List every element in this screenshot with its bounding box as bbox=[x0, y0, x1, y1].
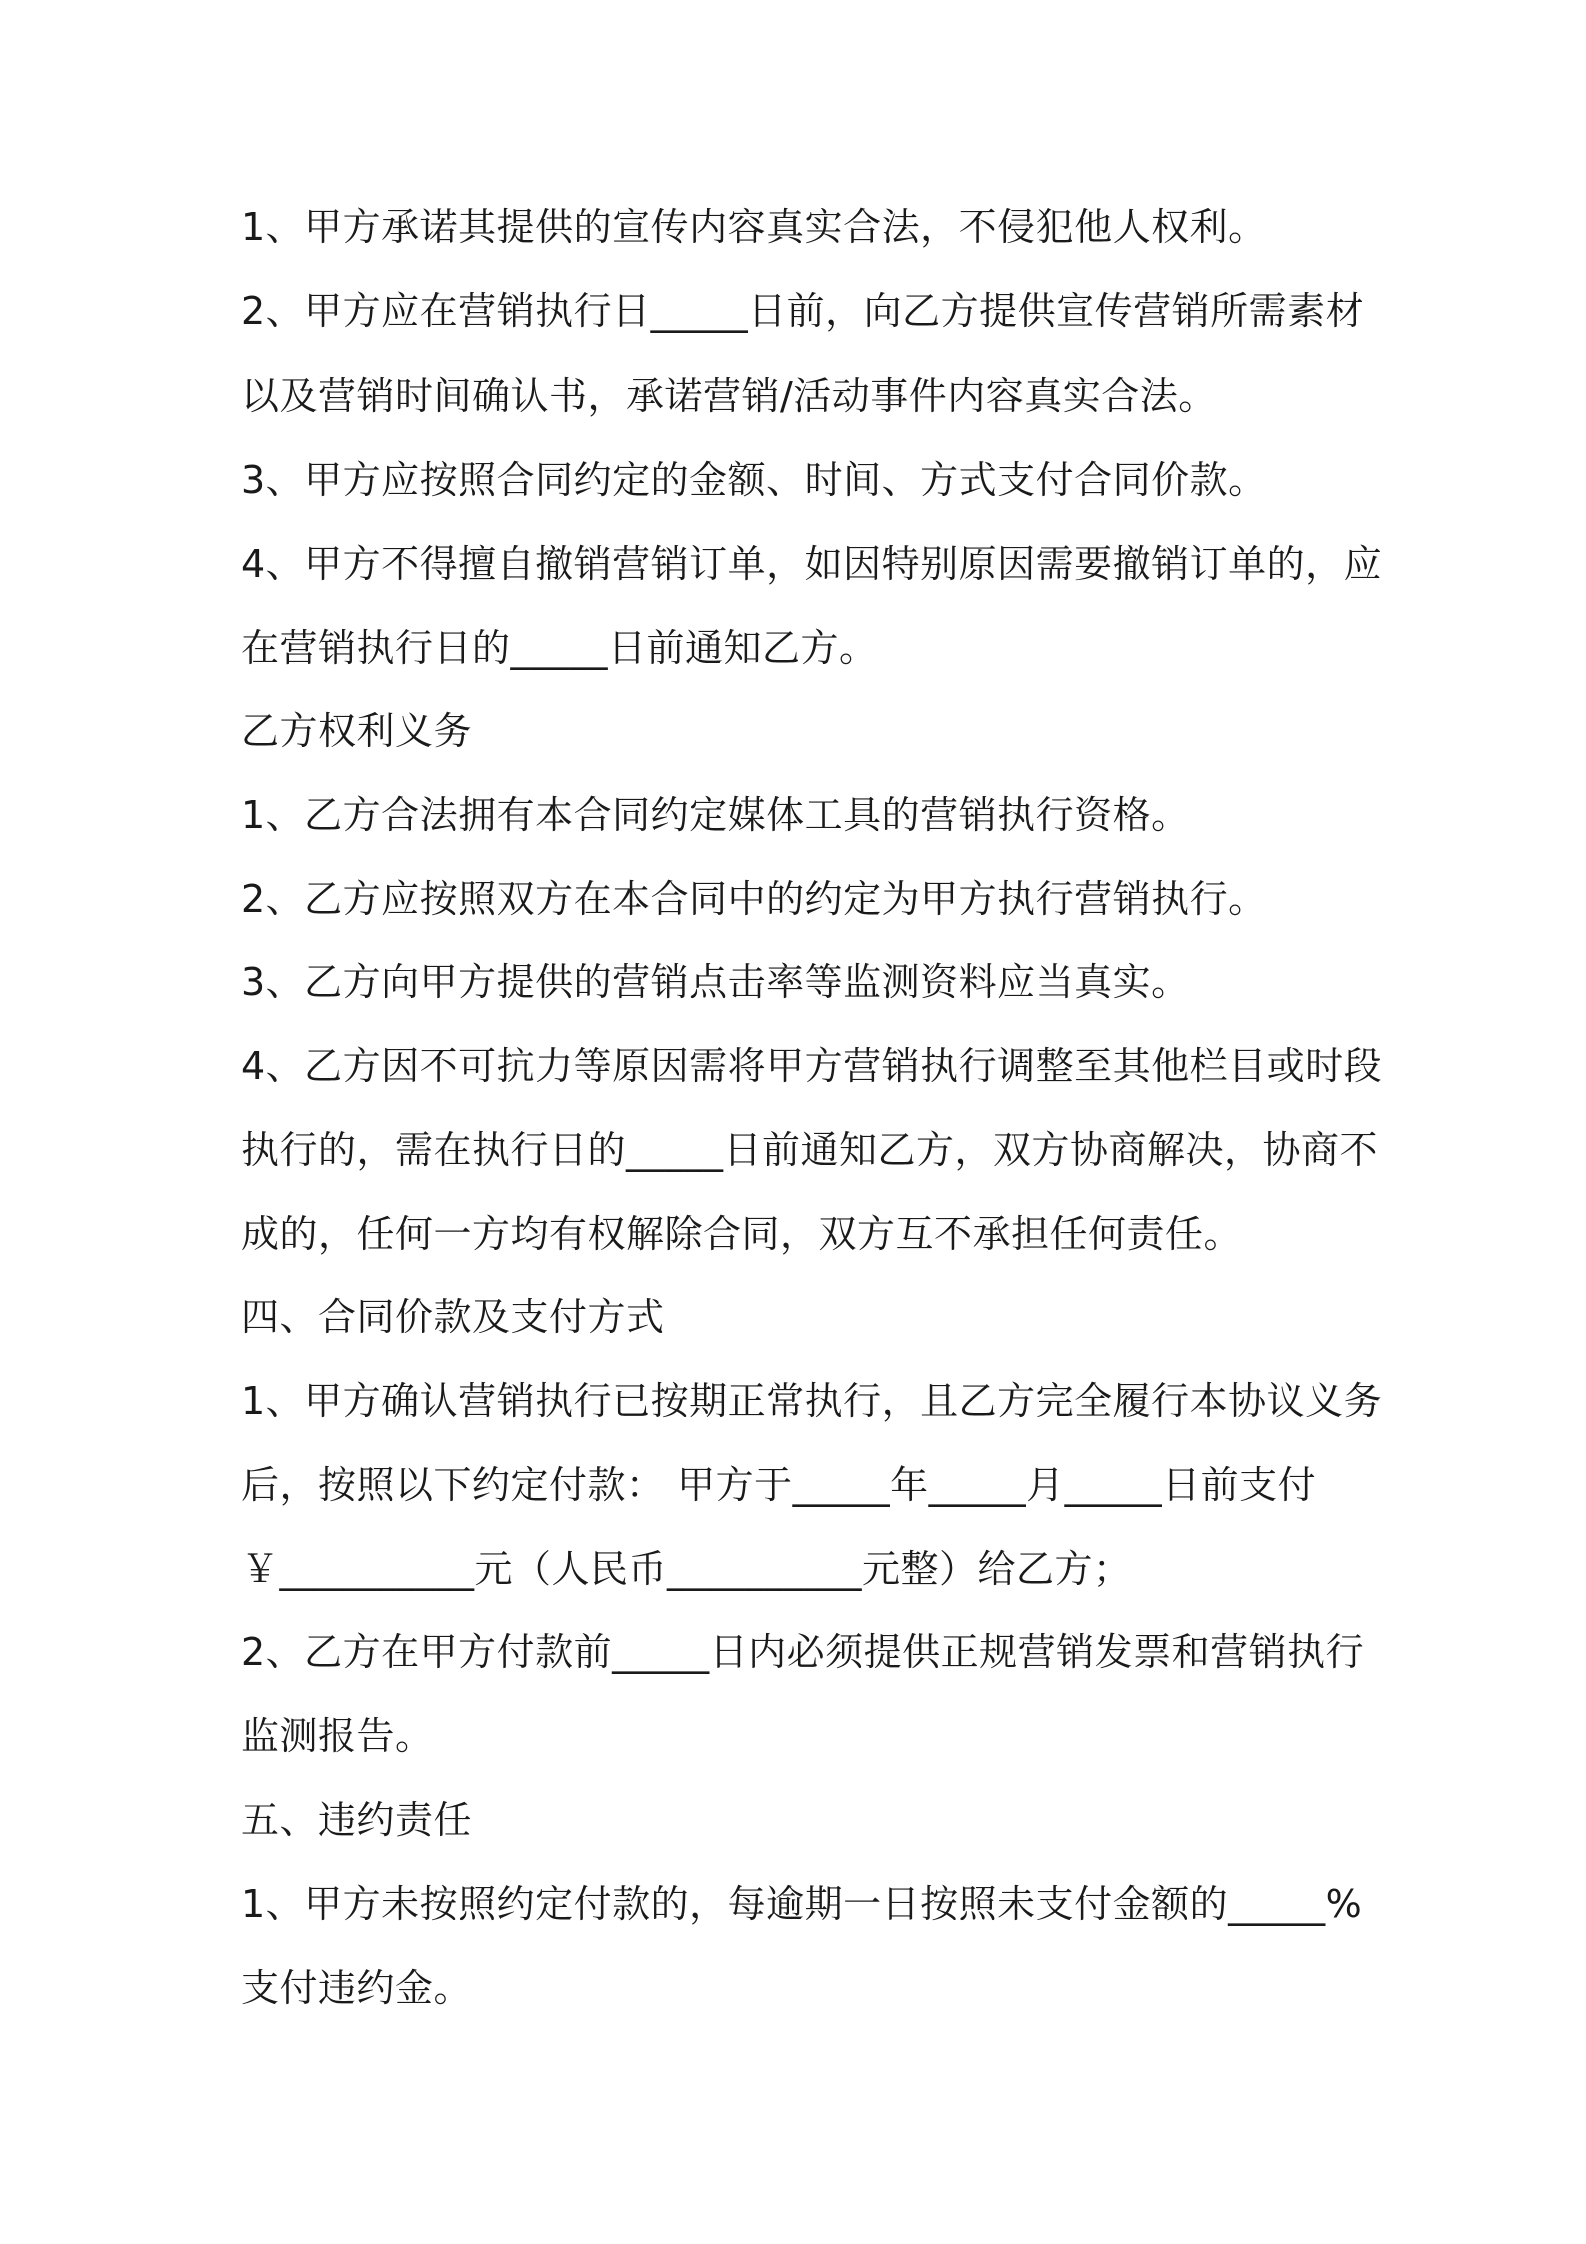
text-line: 4、乙方因不可抗力等原因需将甲方营销执行调整至其他栏目或时段 bbox=[241, 1044, 1383, 1088]
text-line: 在营销执行日的_____日前通知乙方。 bbox=[241, 626, 878, 670]
text-line: 2、甲方应在营销执行日_____日前，向乙方提供宣传营销所需素材 bbox=[241, 289, 1365, 333]
text-line: 监测报告。 bbox=[241, 1714, 434, 1758]
section-heading: 四、合同价款及支付方式 bbox=[241, 1295, 665, 1339]
text-line: 2、乙方应按照双方在本合同中的约定为甲方执行营销执行。 bbox=[241, 877, 1267, 921]
text-line: 3、乙方向甲方提供的营销点击率等监测资料应当真实。 bbox=[241, 960, 1190, 1004]
text-line: 2、乙方在甲方付款前_____日内必须提供正规营销发票和营销执行 bbox=[241, 1630, 1365, 1674]
text-line: 执行的，需在执行日的_____日前通知乙方，双方协商解决，协商不 bbox=[241, 1128, 1379, 1172]
section-heading: 五、违约责任 bbox=[241, 1798, 473, 1842]
text-line: 1、甲方未按照约定付款的，每逾期一日按照未支付金额的_____% bbox=[241, 1882, 1363, 1926]
text-line: 以及营销时间确认书，承诺营销/活动事件内容真实合法。 bbox=[241, 374, 1217, 418]
text-line: 1、甲方确认营销执行已按期正常执行，且乙方完全履行本协议义务 bbox=[241, 1379, 1383, 1423]
text-line: 3、甲方应按照合同约定的金额、时间、方式支付合同价款。 bbox=[241, 458, 1267, 502]
text-line: ￥__________元（人民币__________元整）给乙方； bbox=[241, 1547, 1132, 1591]
text-line: 1、甲方承诺其提供的宣传内容真实合法，不侵犯他人权利。 bbox=[241, 205, 1267, 249]
text-line: 1、乙方合法拥有本合同约定媒体工具的营销执行资格。 bbox=[241, 793, 1190, 837]
text-line: 4、甲方不得擅自撤销营销订单，如因特别原因需要撤销订单的，应 bbox=[241, 542, 1383, 586]
text-line: 后，按照以下约定付款： 甲方于_____年_____月_____日前支付 bbox=[241, 1463, 1317, 1507]
text-line: 成的，任何一方均有权解除合同，双方互不承担任何责任。 bbox=[241, 1212, 1243, 1256]
section-heading: 乙方权利义务 bbox=[241, 709, 473, 753]
text-line: 支付违约金。 bbox=[241, 1966, 473, 2010]
